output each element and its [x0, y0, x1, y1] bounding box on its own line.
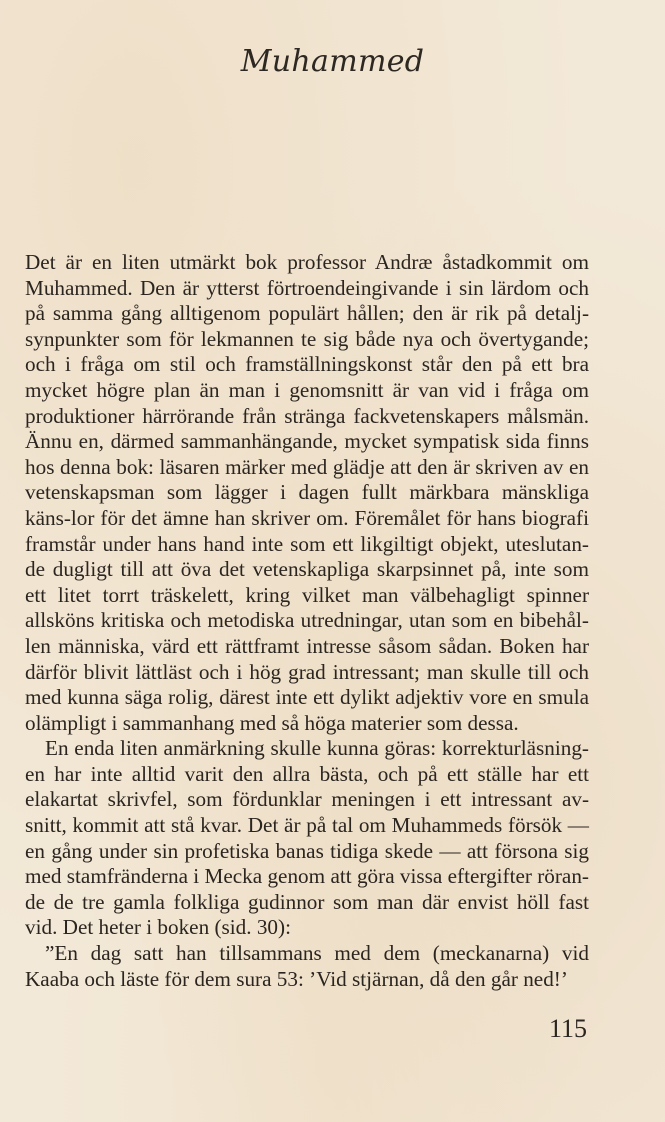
paragraph: Det är en liten utmärkt bok professor Andræ åstadkommit om Muhammed. Den är ytterst förtroendeingivande i sin lärdom och på samma gång alltigenom populärt hållen; den är rik på detalj-synpunkter som för lekmannen te sig både nya och övertygande; och i fråga om stil och framställningskonst står den på ett bra mycket högre plan än man i genomsnitt är van vid i fråga om produktioner härrörande från stränga fackvetenskapers målsmän. Ännu en, därmed sammanhängande, mycket sympatisk sida finns hos denna bok: läsaren märker med glädje att den är skriven av en vetenskapsman som lägger i dagen fullt märkbara mänskliga käns-lor för det ämne han skriver om. Föremålet för hans biografi framstår under hans hand inte som ett likgiltigt objekt, uteslutan-de dugligt till att öva det vetenskapliga skarpsinnet på, inte som ett litet torrt träskelett, kring vilket man välbehagligt spinner allsköns kritiska och metodiska utredningar, utan som en bibehål-len människa, värd ett rättframt intresse såsom sådan. Boken har därför blivit lättläst och i hög grad intressant; man skulle till och med kunna säga rolig, därest inte ett dylikt adjektiv vore en smula olämpligt i sammanhang med så höga materier som dessa. [25, 250, 589, 735]
paragraph: ”En dag satt han tillsammans med dem (meckanarna) vid Kaaba och läste för dem sura 53: ’Vid stjärnan, då den går ned!’ [25, 941, 589, 991]
page-number: 115 [548, 1014, 587, 1043]
paragraph: En enda liten anmärkning skulle kunna göras: korrekturläsning-en har inte alltid varit den allra bästa, och på ett ställe har ett elakartat skrivfel, som fördunklar meningen i ett intressant av-snitt, kommit att stå kvar. Det är på tal om Muhammeds försök — en gång under sin profetiska banas tidiga skede — att försona sig med stamfränderna i Mecka genom att göra vissa eftergifter röran-de de tre gamla folkliga gudinnor som man där envist höll fast vid. Det heter i boken (sid. 30): [25, 736, 589, 940]
body-text [25, 250, 589, 992]
running-head: Muhammed [240, 44, 425, 79]
